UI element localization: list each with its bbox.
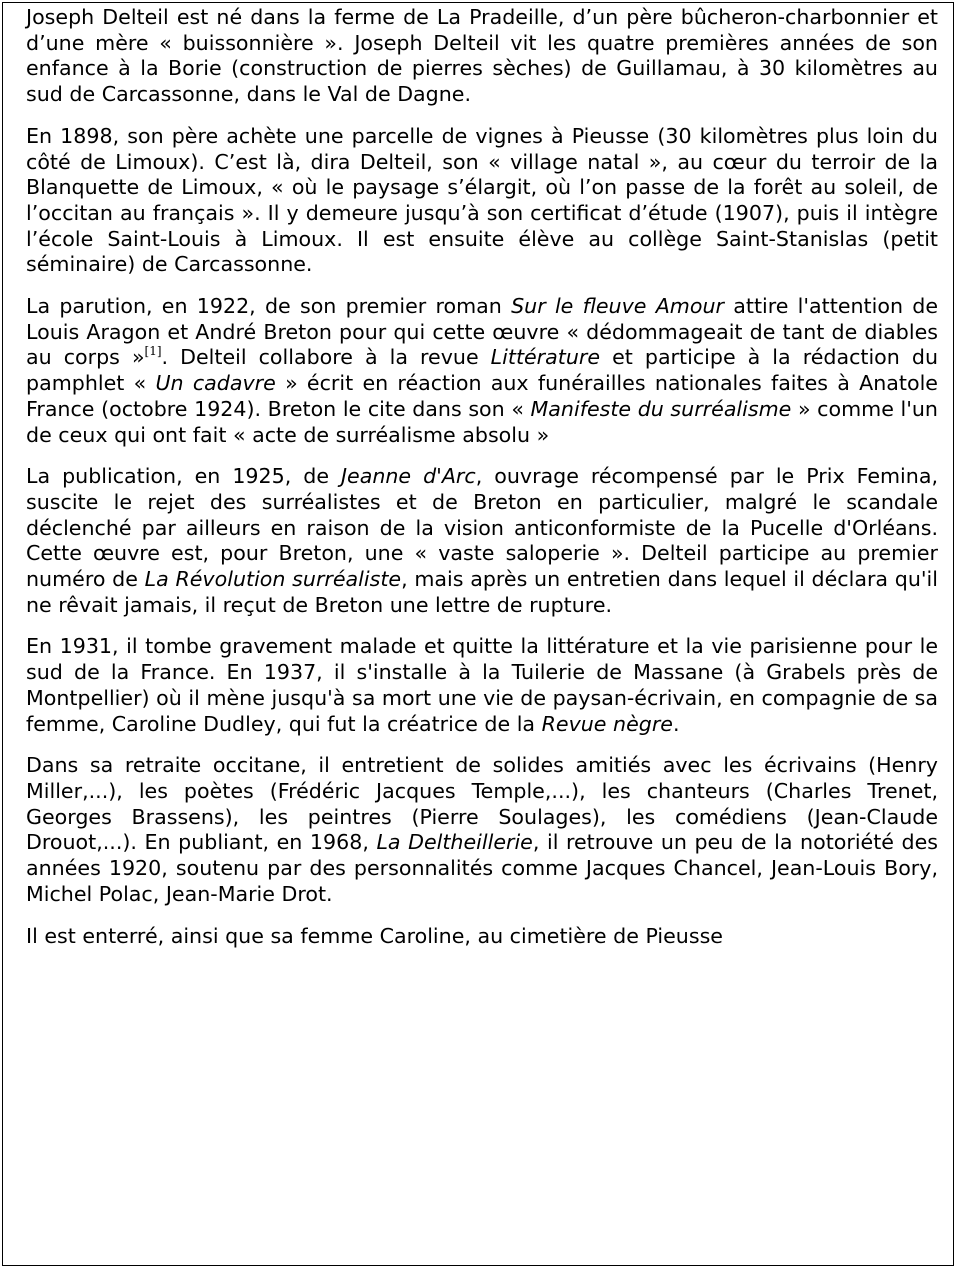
paragraph-retraite: Dans sa retraite occitane, il entretient de solides amitiés avec les écrivains (Henry Miller,...), les poètes (Frédéric Jacques Temple,...), les chanteurs (Charles Trenet, Georges Brassens), les peintres (Pierre Soulages), les comédiens (Jean-Claude Drouot,...). En publiant, en 1968, La Deltheillerie, il retrouve un peu de la notoriété des années 1920, soutenu par des personnalités comme Jacques Chancel, Jean-Louis Bory, Michel Polac, Jean-Marie Drot.: [26, 753, 938, 906]
title-deltheillerie: La Deltheillerie: [376, 830, 533, 855]
title-revue-negre: Revue nègre: [541, 711, 673, 736]
paragraph-jeanne-darc: La publication, en 1925, de Jeanne d'Arc, ouvrage récompensé par le Prix Femina, suscite le rejet des surréalistes et de Breton en particulier, malgré le scandale déclenché par ailleurs en raison de la vision anticonformiste de la Pucelle d'Orléans. Cette œuvre est, pour Breton, une « vaste saloperie ». Delteil participe au premier numéro de La Révolution surréaliste, mais après un entretien dans lequel il déclara qu'il ne rêvait jamais, il reçut de Breton une lettre de rupture.: [26, 464, 938, 617]
title-sur-le-fleuve-amour: Sur le fleuve Amour: [511, 294, 724, 319]
footnote-ref-1[interactable]: [1]: [144, 344, 162, 359]
document-body: [26, 5, 938, 965]
title-litterature: Littérature: [490, 345, 601, 370]
paragraph-birth: Joseph Delteil est né dans la ferme de La Pradeille, d’un père bûcheron-charbonnier et d’une mère « buissonnière ». Joseph Delteil vit les quatre premières années de son enfance à la Borie (construction de pierres sèches) de Guillamau, à 30 kilomètres au sud de Carcassonne, dans le Val de Dagne.: [26, 5, 938, 107]
title-jeanne-darc: Jeanne d'Arc: [340, 464, 476, 489]
title-revolution-surrealiste: La Révolution surréaliste: [144, 567, 402, 592]
paragraph-burial: Il est enterré, ainsi que sa femme Caroline, au cimetière de Pieusse: [26, 923, 723, 948]
paragraph-first-novel: La parution, en 1922, de son premier roman Sur le fleuve Amour attire l'attention de Louis Aragon et André Breton pour qui cette œuvre « dédommageait de tant de diables au corps »[1]. Delteil collabore à la revue Littérature et participe à la rédaction du pamphlet « Un cadavre » écrit en réaction aux funérailles nationales faites à Anatole France (octobre 1924). Breton le cite dans son « Manifeste du surréalisme » comme l'un de ceux qui ont fait « acte de surréalisme absolu »: [26, 294, 939, 447]
paragraph-pieusse: En 1898, son père achète une parcelle de vignes à Pieusse (30 kilomètres plus loin du côté de Limoux). C’est là, dira Delteil, son « village natal », au cœur du terroir de la Blanquette de Limoux, « où le paysage s’élargit, où l’on passe de la forêt au soleil, de l’occitan au français ». Il y demeure jusqu’à son certificat d’étude (1907), puis il intègre l’école Saint-Louis à Limoux. Il est ensuite élève au collège Saint-Stanislas (petit séminaire) de Carcassonne.: [26, 123, 938, 277]
title-un-cadavre: Un cadavre: [155, 371, 276, 396]
title-manifeste: Manifeste du surréalisme: [530, 396, 792, 421]
paragraph-1931: En 1931, il tombe gravement malade et quitte la littérature et la vie parisienne pour le sud de la France. En 1937, il s'installe à la Tuilerie de Massane (à Grabels près de Montpellier) où il mène jusqu'à sa mort une vie de paysan-écrivain, en compagnie de sa femme, Caroline Dudley, qui fut la créatrice de la Revue nègre.: [26, 634, 938, 736]
